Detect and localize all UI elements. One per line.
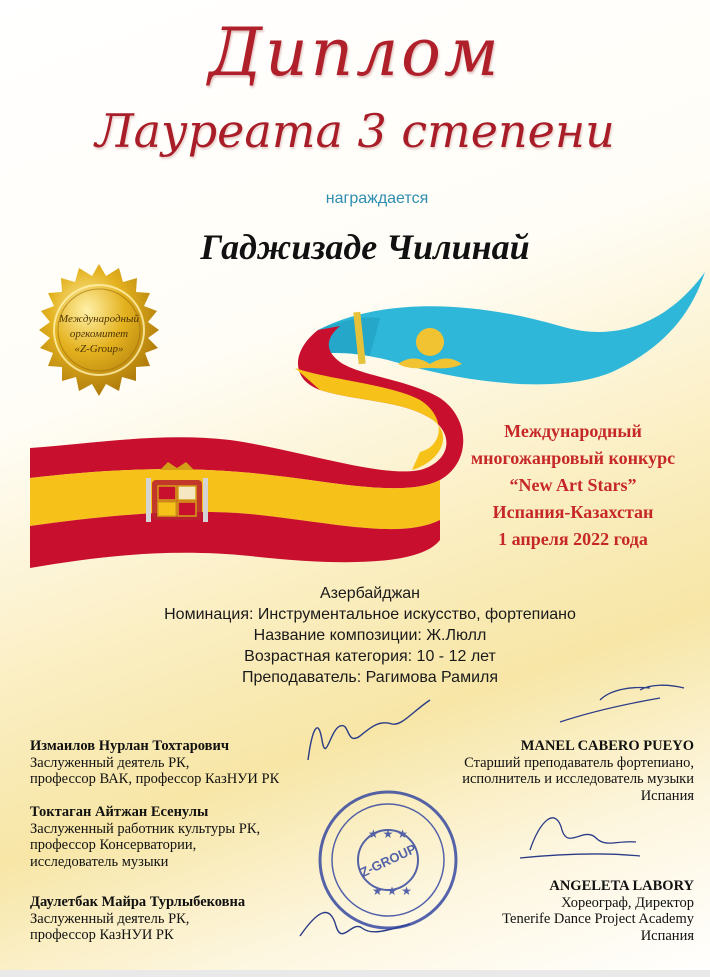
jury-title: Испания <box>640 927 694 944</box>
jury-title: профессор КазНУИ РК <box>30 927 174 943</box>
age-category: Возрастная категория: 10 - 12 лет <box>244 648 496 665</box>
svg-text:★ ★ ★: ★ ★ ★ <box>368 827 408 841</box>
jury-title: Tenerife Dance Project Academy <box>502 911 694 927</box>
jury-member <box>30 738 279 788</box>
diploma-subtitle: Лауреата 3 степени <box>95 104 615 158</box>
jury-title: Старший преподаватель фортепиано, <box>464 754 694 771</box>
jury-title: исполнитель и исследователь музыки <box>462 771 694 787</box>
teacher: Преподаватель: Рагимова Рамиля <box>241 669 499 686</box>
svg-text:★ ★ ★: ★ ★ ★ <box>372 884 412 898</box>
jury-title: Заслуженный деятель РК, <box>30 910 190 927</box>
jury-title: профессор Консерватории, <box>30 837 197 853</box>
composition: Название композиции: Ж.Люлл <box>253 627 487 644</box>
diploma-title: Диплом <box>208 14 502 91</box>
jury-name: Токтаган Айтжан Есенулы <box>30 804 209 820</box>
country: Азербайджан <box>319 585 421 602</box>
jury-title: Испания <box>640 787 694 804</box>
seal-line: «Z-Group» <box>74 343 124 355</box>
jury-name: Измаилов Нурлан Тохтарович <box>30 738 230 754</box>
signature-mark <box>520 818 640 858</box>
jury-member <box>502 878 694 944</box>
jury-member <box>30 894 245 944</box>
jury-title: исследователь музыки <box>30 853 169 870</box>
jury-title: Заслуженный работник культуры РК, <box>30 820 261 837</box>
jury-name: ANGELETA LABORY <box>549 878 694 894</box>
awarded-label: награждается <box>325 190 429 207</box>
recipient-name: Гаджизаде Чилинай <box>200 227 530 267</box>
jury-name: MANEL CABERO PUEYO <box>520 738 694 754</box>
seal-line: Международный <box>59 313 139 325</box>
jury-title: Хореограф, Директор <box>561 894 694 911</box>
signature-mark <box>308 700 430 760</box>
contest-line: многожанровый конкурс <box>470 448 676 468</box>
contest-line: Международный <box>504 421 642 441</box>
jury-title: профессор ВАК, профессор КазНУИ РК <box>30 771 280 787</box>
contest-line: “New Art Stars” <box>509 475 637 495</box>
round-stamp-icon <box>320 792 456 928</box>
bottom-divider <box>0 970 710 977</box>
stamp-center-text: Z-GROUP <box>357 840 419 880</box>
contest-line: Испания-Казахстан <box>492 502 654 522</box>
nomination: Номинация: Инструментальное искусство, фортепиано <box>164 606 576 623</box>
seal-line: оргкомитет <box>69 328 129 340</box>
contest-line: 1 апреля 2022 года <box>498 529 648 549</box>
jury-member <box>30 804 260 870</box>
jury-name: Даулетбак Майра Турлыбековна <box>30 894 246 910</box>
jury-member <box>462 738 694 804</box>
jury-title: Заслуженный деятель РК, <box>30 754 190 771</box>
signature-mark <box>560 685 684 722</box>
